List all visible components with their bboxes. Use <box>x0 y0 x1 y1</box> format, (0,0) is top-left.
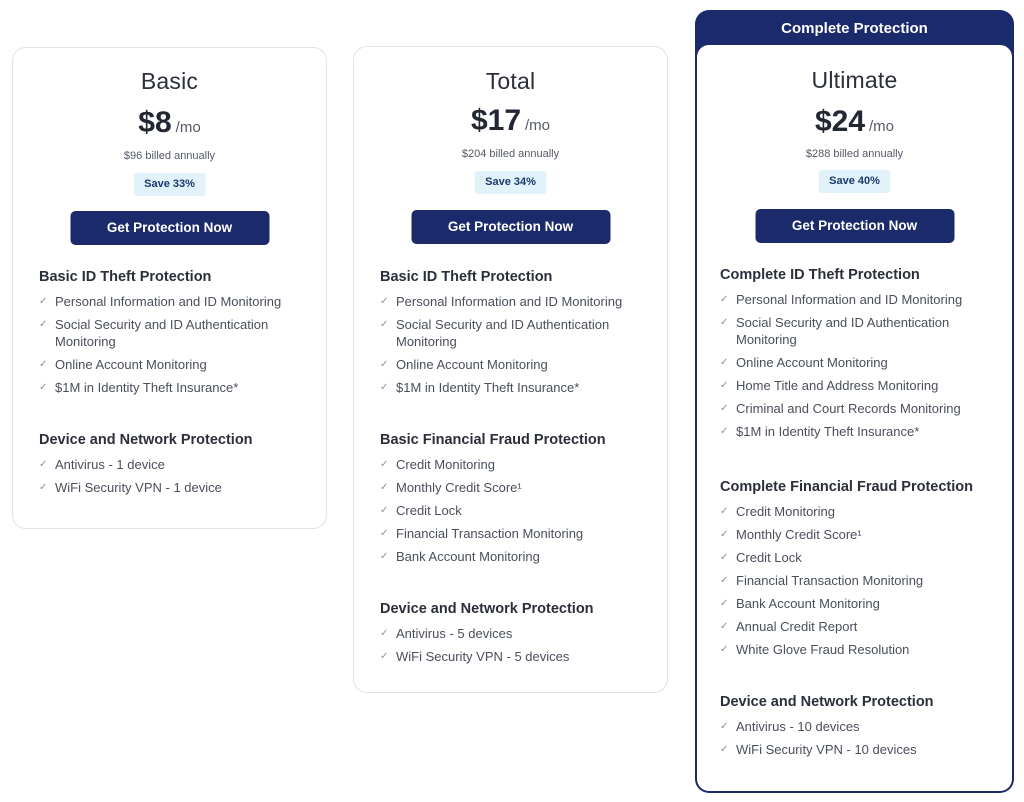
section-title: Basic Financial Fraud Protection <box>380 432 606 448</box>
billed-annually-text: $96 billed annually <box>123 150 216 162</box>
feature-item: ✓ $1M in Identity Theft Insurance* <box>39 380 239 395</box>
price-row <box>697 105 1012 139</box>
price-row <box>354 104 667 138</box>
check-icon: ✓ <box>720 744 729 755</box>
feature-item: ✓ White Glove Fraud Resolution <box>720 642 910 657</box>
save-badge: Save 33% <box>133 173 206 196</box>
check-icon: ✓ <box>380 459 389 470</box>
feature-item: ✓ Online Account Monitoring <box>720 355 888 370</box>
feature-item: ✓ Online Account Monitoring <box>380 357 548 372</box>
check-icon: ✓ <box>380 319 389 330</box>
check-icon: ✓ <box>720 403 729 414</box>
feature-item: ✓ WiFi Security VPN - 1 device <box>39 480 222 495</box>
section-title: Device and Network Protection <box>39 432 253 448</box>
feature-item: ✓ Financial Transaction Monitoring <box>720 573 924 588</box>
feature-section-id-theft <box>720 264 1000 446</box>
plan-name: Ultimate <box>811 67 898 93</box>
feature-item: ✓ Antivirus - 1 device <box>39 457 165 472</box>
feature-section-id-theft <box>39 266 314 402</box>
save-badge: Save 34% <box>474 171 547 194</box>
check-icon: ✓ <box>720 317 729 328</box>
check-icon: ✓ <box>380 628 389 639</box>
feature-item: ✓ Bank Account Monitoring <box>720 596 880 611</box>
feature-section-id-theft <box>380 266 655 402</box>
check-icon: ✓ <box>720 529 729 540</box>
feature-section-device <box>380 598 655 671</box>
check-icon: ✓ <box>720 426 729 437</box>
feature-item: ✓ Monthly Credit Score¹ <box>380 480 522 495</box>
billed-annually-text: $204 billed annually <box>461 148 560 160</box>
feature-item: ✓ Annual Credit Report <box>720 619 858 634</box>
check-icon: ✓ <box>380 382 389 393</box>
check-icon: ✓ <box>720 380 729 391</box>
plan-price: $24 <box>814 105 866 138</box>
get-protection-button[interactable]: Get Protection Now <box>411 210 610 244</box>
featured-banner: Complete Protection <box>781 20 928 37</box>
check-icon: ✓ <box>720 644 729 655</box>
feature-item: ✓ Credit Lock <box>380 503 462 518</box>
check-icon: ✓ <box>380 528 389 539</box>
feature-item: ✓ Credit Monitoring <box>720 504 835 519</box>
feature-item: ✓ WiFi Security VPN - 10 devices <box>720 742 917 757</box>
check-icon: ✓ <box>380 505 389 516</box>
section-title: Complete ID Theft Protection <box>720 267 920 283</box>
check-icon: ✓ <box>39 482 48 493</box>
plan-card-body <box>697 45 1012 791</box>
feature-item: ✓ Antivirus - 5 devices <box>380 626 513 641</box>
price-row <box>13 106 326 140</box>
feature-item: ✓ WiFi Security VPN - 5 devices <box>380 649 570 664</box>
check-icon: ✓ <box>380 482 389 493</box>
check-icon: ✓ <box>380 551 389 562</box>
check-icon: ✓ <box>720 506 729 517</box>
section-title: Device and Network Protection <box>380 601 594 617</box>
feature-item: ✓ Personal Information and ID Monitoring <box>39 294 282 309</box>
check-icon: ✓ <box>720 721 729 732</box>
feature-item: ✓ $1M in Identity Theft Insurance* <box>720 424 920 439</box>
feature-item: ✓ Credit Lock <box>720 550 802 565</box>
check-icon: ✓ <box>720 621 729 632</box>
plan-card-total <box>353 46 668 693</box>
check-icon: ✓ <box>720 598 729 609</box>
feature-section-device <box>39 429 314 502</box>
feature-item: ✓ Monthly Credit Score¹ <box>720 527 862 542</box>
check-icon: ✓ <box>39 359 48 370</box>
feature-item: ✓ Bank Account Monitoring <box>380 549 540 564</box>
feature-section-financial-fraud <box>380 429 655 571</box>
check-icon: ✓ <box>380 651 389 662</box>
feature-section-device <box>720 691 1000 764</box>
feature-item: ✓ Financial Transaction Monitoring <box>380 526 584 541</box>
feature-item: ✓ Personal Information and ID Monitoring <box>380 294 623 309</box>
check-icon: ✓ <box>720 357 729 368</box>
plan-name: Basic <box>140 68 199 94</box>
check-icon: ✓ <box>720 294 729 305</box>
section-title: Device and Network Protection <box>720 694 934 710</box>
section-title: Complete Financial Fraud Protection <box>720 479 973 495</box>
price-period: /mo <box>525 117 551 134</box>
check-icon: ✓ <box>39 319 48 330</box>
feature-item: ✓ Antivirus - 10 devices <box>720 719 860 734</box>
feature-item: ✓ Criminal and Court Records Monitoring <box>720 401 961 416</box>
check-icon: ✓ <box>380 359 389 370</box>
feature-item: ✓ Social Security and ID Authentication Monitoring <box>380 317 610 349</box>
plan-name: Total <box>485 68 536 94</box>
section-title: Basic ID Theft Protection <box>39 269 212 285</box>
plan-price: $17 <box>470 104 522 137</box>
plan-card-ultimate <box>695 10 1014 793</box>
plan-card-basic <box>12 47 327 529</box>
check-icon: ✓ <box>380 296 389 307</box>
feature-item: ✓ $1M in Identity Theft Insurance* <box>380 380 580 395</box>
feature-item: ✓ Credit Monitoring <box>380 457 495 472</box>
check-icon: ✓ <box>39 459 48 470</box>
feature-item: ✓ Social Security and ID Authentication Monitoring <box>720 315 950 347</box>
price-period: /mo <box>869 118 895 135</box>
check-icon: ✓ <box>720 575 729 586</box>
feature-item: ✓ Social Security and ID Authentication Monitoring <box>39 317 269 349</box>
billed-annually-text: $288 billed annually <box>805 148 904 160</box>
get-protection-button[interactable]: Get Protection Now <box>755 209 954 243</box>
feature-item: ✓ Home Title and Address Monitoring <box>720 378 939 393</box>
get-protection-button[interactable]: Get Protection Now <box>70 211 269 245</box>
check-icon: ✓ <box>39 382 48 393</box>
save-badge: Save 40% <box>818 170 891 193</box>
feature-item: ✓ Online Account Monitoring <box>39 357 207 372</box>
plan-price: $8 <box>138 106 172 139</box>
check-icon: ✓ <box>39 296 48 307</box>
feature-section-financial-fraud <box>720 476 1000 664</box>
section-title: Basic ID Theft Protection <box>380 269 553 285</box>
feature-item: ✓ Personal Information and ID Monitoring <box>720 292 963 307</box>
check-icon: ✓ <box>720 552 729 563</box>
price-period: /mo <box>175 119 201 136</box>
